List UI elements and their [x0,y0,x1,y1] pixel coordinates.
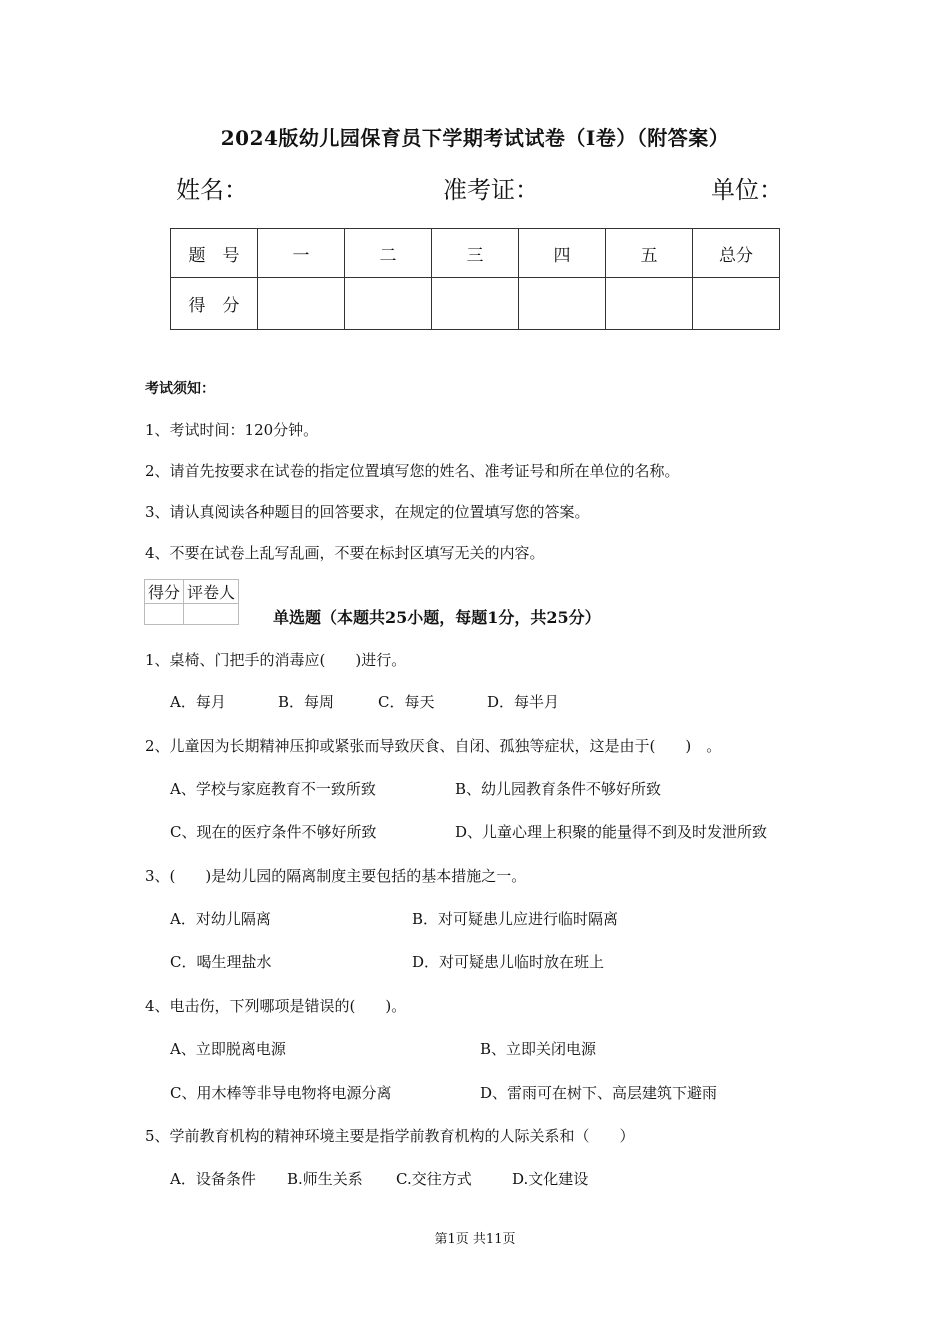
grader-score-cell[interactable] [145,604,184,625]
question-option[interactable]: C、现在的医疗条件不够好所致 [170,823,377,841]
question-option[interactable]: B、幼儿园教育条件不够好所致 [455,780,662,798]
question-option[interactable]: D．每半月 [487,693,560,711]
question-option[interactable]: A、立即脱离电源 [170,1040,286,1058]
score-table-header-row [171,229,780,278]
section-title: 单选题（本题共25小题，每题1分，共25分） [273,608,601,627]
score-table-cell: 四 [519,229,606,278]
notice-item: 3、请认真阅读各种题目的回答要求，在规定的位置填写您的答案。 [145,503,590,521]
question-stem: 4、电击伤，下列哪项是错误的( )。 [145,997,407,1015]
question-stem: 5、学前教育机构的精神环境主要是指学前教育机构的人际关系和（ ） [145,1127,635,1145]
score-table [170,228,780,330]
score-input-cell[interactable] [432,278,519,330]
question-option[interactable]: C．喝生理盐水 [170,953,272,971]
score-input-cell[interactable] [519,278,606,330]
score-input-cell[interactable] [693,278,780,330]
score-input-cell[interactable] [345,278,432,330]
question-option[interactable]: B．每周 [278,693,335,711]
notice-item: 1、考试时间：120分钟。 [145,421,319,439]
unit-field-label: 单位： [711,176,783,204]
score-table-cell: 三 [432,229,519,278]
question-option[interactable]: B．对可疑患儿应进行临时隔离 [412,910,619,928]
grader-reviewer-label: 评卷人 [184,580,239,604]
grader-table [144,579,239,625]
question-stem: 2、儿童因为长期精神压抑或紧张而导致厌食、自闭、孤独等症状，这是由于( ) 。 [145,737,722,755]
score-table-cell: 得 分 [171,278,258,330]
score-table-score-row [171,278,780,330]
exam-number-field-label: 准考证： [443,176,539,204]
notice-heading: 考试须知： [145,381,215,397]
question-option[interactable]: C．每天 [378,693,435,711]
question-option[interactable]: A．每月 [170,693,226,711]
question-option[interactable]: A、学校与家庭教育不一致所致 [170,780,376,798]
question-option[interactable]: D.文化建设 [512,1170,589,1188]
page-number-footer: 第1页 共11页 [434,1232,516,1247]
question-option[interactable]: B.师生关系 [287,1170,363,1188]
grader-reviewer-cell[interactable] [184,604,239,625]
question-stem: 3、( )是幼儿园的隔离制度主要包括的基本措施之一。 [145,867,527,885]
question-option[interactable]: C、用木棒等非导电物将电源分离 [170,1084,392,1102]
notice-item: 4、不要在试卷上乱写乱画，不要在标封区填写无关的内容。 [145,544,545,562]
score-input-cell[interactable] [258,278,345,330]
score-table-cell: 二 [345,229,432,278]
question-option[interactable]: D、儿童心理上积聚的能量得不到及时发泄所致 [455,823,768,841]
question-option[interactable]: A．设备条件 [170,1170,256,1188]
score-table-cell: 五 [606,229,693,278]
exam-title: 2024版幼儿园保育员下学期考试试卷（I卷）（附答案） [220,126,730,150]
grader-score-label: 得分 [145,580,184,604]
question-option[interactable]: C.交往方式 [396,1170,472,1188]
question-option[interactable]: D、雷雨可在树下、高层建筑下避雨 [480,1084,718,1102]
notice-item: 2、请首先按要求在试卷的指定位置填写您的姓名、准考证号和所在单位的名称。 [145,462,680,480]
question-option[interactable]: A．对幼儿隔离 [170,910,271,928]
question-option[interactable]: D．对可疑患儿临时放在班上 [412,953,605,971]
score-table-cell: 一 [258,229,345,278]
score-input-cell[interactable] [606,278,693,330]
score-table-cell: 总分 [693,229,780,278]
score-table-cell: 题 号 [171,229,258,278]
question-option[interactable]: B、立即关闭电源 [480,1040,597,1058]
name-field-label: 姓名： [176,176,248,204]
question-stem: 1、桌椅、门把手的消毒应( )进行。 [145,651,407,669]
